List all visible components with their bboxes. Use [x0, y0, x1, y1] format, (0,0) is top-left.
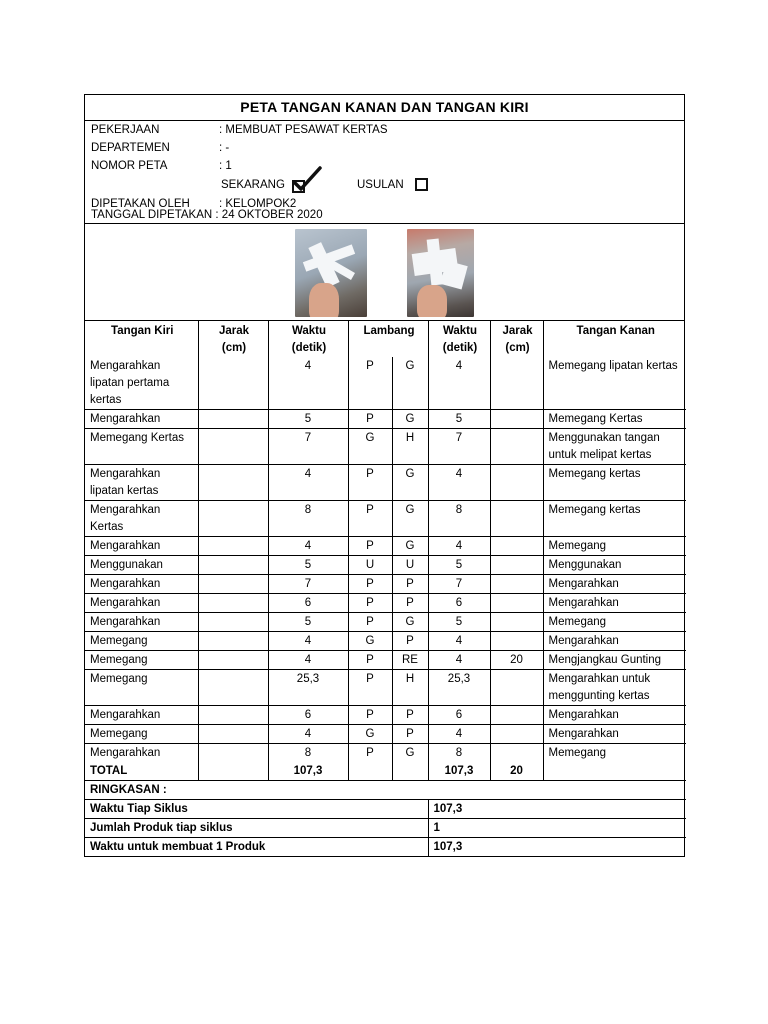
right-hand-cell: Mengarahkan [543, 632, 686, 651]
waktu-kiri-cell: 6 [268, 706, 348, 725]
total-waktu-kiri: 107,3 [268, 762, 348, 781]
jarak-kanan-cell [490, 575, 543, 594]
waktu-kiri-cell: 8 [268, 744, 348, 763]
departemen-label: DEPARTEMEN [91, 142, 170, 154]
table-row [85, 632, 686, 651]
jarak-kiri-cell [198, 670, 268, 706]
lambang-kiri-cell: P [348, 594, 392, 613]
departemen-value: : - [219, 142, 230, 154]
waktu-kanan-cell: 4 [428, 632, 490, 651]
total-jarak-kanan: 20 [490, 762, 543, 781]
left-hand-cell: Memegang [85, 632, 198, 651]
table-row [85, 651, 686, 670]
usulan-checkbox[interactable] [415, 178, 428, 191]
right-hand-cell: Mengarahkan [543, 594, 686, 613]
jarak-kiri-cell [198, 556, 268, 575]
lambang-kanan-cell: G [392, 537, 428, 556]
right-hand-cell: Mengjangkau Gunting [543, 651, 686, 670]
paper-plane-photo-2 [407, 229, 474, 317]
pekerjaan-value: : MEMBUAT PESAWAT KERTAS [219, 124, 388, 136]
lambang-kanan-cell: G [392, 357, 428, 410]
pekerjaan-label: PEKERJAAN [91, 124, 160, 136]
jarak-kanan-cell [490, 465, 543, 501]
left-hand-cell: Mengarahkan [85, 744, 198, 763]
waktu-kiri-cell: 4 [268, 632, 348, 651]
lambang-kiri-cell: P [348, 357, 392, 410]
lambang-kiri-cell: P [348, 537, 392, 556]
waktu-kanan-cell: 4 [428, 725, 490, 744]
jarak-kanan-cell [490, 613, 543, 632]
waktu-kanan-cell: 4 [428, 651, 490, 670]
jarak-kiri-cell [198, 744, 268, 763]
nomor-row [91, 157, 232, 175]
jarak-kanan-cell [490, 670, 543, 706]
summary-item-value: 1 [428, 819, 686, 838]
waktu-kiri-cell: 6 [268, 594, 348, 613]
page-title: PETA TANGAN KANAN DAN TANGAN KIRI [85, 95, 684, 121]
tanggal-value: 24 OKTOBER 2020 [221, 209, 323, 221]
summary-row [85, 800, 686, 819]
lambang-kiri-cell: G [348, 429, 392, 465]
jarak-kiri-cell [198, 725, 268, 744]
jarak-kanan-cell [490, 501, 543, 537]
left-hand-cell: Mengarahkan [85, 613, 198, 632]
header-jarak-kanan: Jarak (cm) [490, 321, 543, 357]
lambang-kiri-cell: P [348, 575, 392, 594]
sekarang-checkbox[interactable] [292, 177, 310, 193]
table-row [85, 465, 686, 501]
jarak-kiri-cell [198, 410, 268, 429]
lambang-kanan-cell: P [392, 632, 428, 651]
jarak-kanan-cell [490, 429, 543, 465]
lambang-kiri-cell: P [348, 613, 392, 632]
waktu-kiri-cell: 4 [268, 725, 348, 744]
jarak-kiri-cell [198, 613, 268, 632]
table-row [85, 501, 686, 537]
jarak-kiri-cell [198, 429, 268, 465]
nomor-label: NOMOR PETA [91, 160, 168, 172]
left-hand-cell: Memegang Kertas [85, 429, 198, 465]
waktu-kanan-cell: 5 [428, 410, 490, 429]
sekarang-label: SEKARANG [221, 179, 285, 191]
waktu-kiri-cell: 4 [268, 537, 348, 556]
jarak-kiri-cell [198, 594, 268, 613]
right-hand-cell: Menggunakan tangan untuk melipat kertas [543, 429, 686, 465]
table-row [85, 410, 686, 429]
jarak-kanan-cell: 20 [490, 651, 543, 670]
waktu-kiri-cell: 7 [268, 429, 348, 465]
waktu-kanan-cell: 6 [428, 594, 490, 613]
waktu-kanan-cell: 4 [428, 465, 490, 501]
table-row [85, 670, 686, 706]
tanggal-label: TANGGAL DIPETAKAN : [91, 209, 219, 221]
table-row [85, 429, 686, 465]
total-label: TOTAL [85, 762, 198, 781]
right-hand-cell: Mengarahkan [543, 575, 686, 594]
table-row [85, 357, 686, 410]
lambang-kanan-cell: U [392, 556, 428, 575]
motion-table [85, 321, 686, 856]
lambang-kanan-cell: G [392, 410, 428, 429]
waktu-kiri-cell: 5 [268, 556, 348, 575]
jarak-kanan-cell [490, 410, 543, 429]
jarak-kanan-cell [490, 632, 543, 651]
summary-item-value: 107,3 [428, 800, 686, 819]
waktu-kiri-cell: 4 [268, 651, 348, 670]
lambang-kiri-cell: P [348, 706, 392, 725]
table-header [85, 321, 686, 357]
right-hand-cell: Memegang lipatan kertas [543, 357, 686, 410]
jarak-kiri-cell [198, 501, 268, 537]
lambang-kiri-cell: P [348, 465, 392, 501]
waktu-kiri-cell: 5 [268, 613, 348, 632]
checkmark-icon [292, 166, 322, 192]
lambang-kiri-cell: G [348, 725, 392, 744]
right-hand-cell: Memegang [543, 613, 686, 632]
right-hand-cell: Memegang [548, 747, 607, 759]
lambang-kanan-cell: G [392, 744, 428, 763]
left-hand-cell: Menggunakan [85, 556, 198, 575]
left-hand-cell: Mengarahkan [85, 410, 198, 429]
left-hand-cell: Mengarahkan lipatan pertama kertas [85, 357, 198, 410]
waktu-kanan-cell: 8 [428, 744, 490, 763]
jarak-kanan-cell [490, 706, 543, 725]
right-hand-cell: Memegang kertas [543, 465, 686, 501]
lambang-kanan-cell: H [392, 670, 428, 706]
left-hand-cell: Mengarahkan lipatan kertas [85, 465, 198, 501]
total-waktu-kanan: 107,3 [428, 762, 490, 781]
tanggal-line [91, 206, 323, 224]
header-tangan-kanan: Tangan Kanan [576, 325, 655, 337]
lambang-kanan-cell: P [392, 575, 428, 594]
lambang-kiri-cell: G [348, 632, 392, 651]
pekerjaan-row [91, 121, 388, 139]
status-row [221, 176, 404, 196]
right-hand-cell: Menggunakan [543, 556, 686, 575]
jarak-kanan-cell [490, 594, 543, 613]
lambang-kiri-cell: U [348, 556, 392, 575]
jarak-kiri-cell [198, 706, 268, 725]
jarak-kanan-cell [490, 744, 543, 763]
waktu-kiri-cell: 7 [268, 575, 348, 594]
waktu-kanan-cell: 4 [428, 357, 490, 410]
summary-item-label: Waktu Tiap Siklus [85, 800, 428, 819]
waktu-kiri-cell: 4 [268, 357, 348, 410]
jarak-kanan-cell [490, 725, 543, 744]
summary-row [85, 819, 686, 838]
left-hand-cell: Memegang [85, 725, 198, 744]
waktu-kanan-cell: 8 [428, 501, 490, 537]
header-waktu-kiri: Waktu (detik) [268, 321, 348, 357]
jarak-kanan-cell [490, 556, 543, 575]
lambang-kanan-cell: RE [392, 651, 428, 670]
lambang-kanan-cell: P [392, 706, 428, 725]
summary-label-row [85, 781, 686, 800]
header-lambang: Lambang [348, 321, 428, 357]
header-jarak-kiri: Jarak (cm) [198, 321, 268, 357]
lambang-kanan-cell: H [392, 429, 428, 465]
left-hand-cell: Memegang [85, 670, 198, 706]
lambang-kanan-cell: G [392, 465, 428, 501]
waktu-kanan-cell: 4 [428, 537, 490, 556]
table-row [85, 556, 686, 575]
lambang-kanan-cell: P [392, 594, 428, 613]
summary-label: RINGKASAN : [85, 781, 686, 800]
left-hand-cell: Mengarahkan [85, 575, 198, 594]
lambang-kiri-cell: P [348, 670, 392, 706]
table-row [85, 613, 686, 632]
table-row [85, 537, 686, 556]
waktu-kiri-cell: 4 [268, 465, 348, 501]
jarak-kiri-cell [198, 537, 268, 556]
lambang-kiri-cell: P [348, 651, 392, 670]
summary-item-label: Waktu untuk membuat 1 Produk [85, 838, 428, 857]
jarak-kiri-cell [198, 357, 268, 410]
usulan-label: USULAN [357, 179, 404, 191]
jarak-kiri-cell [198, 465, 268, 501]
lambang-kiri-cell: P [348, 410, 392, 429]
lambang-kiri-cell: P [348, 744, 392, 763]
lambang-kanan-cell: G [392, 613, 428, 632]
table-row [85, 744, 686, 763]
lambang-kanan-cell: G [392, 501, 428, 537]
jarak-kanan-cell [490, 537, 543, 556]
right-hand-cell: Memegang [543, 537, 686, 556]
table-row [85, 706, 686, 725]
dipetakan-value: : KELOMPOK2 [219, 198, 297, 210]
left-hand-cell: Mengarahkan [85, 537, 198, 556]
table-row [85, 725, 686, 744]
left-hand-cell: Mengarahkan [85, 594, 198, 613]
right-hand-cell: Memegang kertas [543, 501, 686, 537]
lambang-kanan-cell: P [392, 725, 428, 744]
chart-sheet [84, 94, 685, 857]
lambang-kiri-cell: P [348, 501, 392, 537]
waktu-kanan-cell: 5 [428, 556, 490, 575]
waktu-kanan-cell: 7 [428, 429, 490, 465]
jarak-kiri-cell [198, 632, 268, 651]
paper-plane-photo-1 [295, 229, 367, 317]
nomor-value: : 1 [219, 160, 232, 172]
header-waktu-kanan: Waktu (detik) [428, 321, 490, 357]
summary-row [85, 838, 686, 857]
right-hand-cell: Mengarahkan [543, 706, 686, 725]
right-hand-cell: Memegang Kertas [543, 410, 686, 429]
right-hand-cell: Mengarahkan [543, 725, 686, 744]
right-hand-cell: Mengarahkan untuk menggunting kertas [543, 670, 686, 706]
header-tangan-kiri: Tangan Kiri [85, 321, 198, 357]
summary-item-value: 107,3 [433, 841, 463, 853]
waktu-kanan-cell: 6 [428, 706, 490, 725]
waktu-kanan-cell: 5 [428, 613, 490, 632]
waktu-kanan-cell: 25,3 [428, 670, 490, 706]
departemen-row [91, 139, 230, 157]
summary-item-label: Jumlah Produk tiap siklus [85, 819, 428, 838]
total-row [85, 762, 686, 781]
jarak-kanan-cell [490, 357, 543, 410]
left-hand-cell: Memegang [85, 651, 198, 670]
jarak-kiri-cell [198, 575, 268, 594]
dipetakan-label: DIPETAKAN OLEH [91, 198, 190, 210]
waktu-kiri-cell: 25,3 [268, 670, 348, 706]
jarak-kiri-cell [198, 651, 268, 670]
photo-section [85, 224, 684, 321]
waktu-kiri-cell: 5 [268, 410, 348, 429]
left-hand-cell: Mengarahkan [85, 706, 198, 725]
waktu-kanan-cell: 7 [428, 575, 490, 594]
table-row [85, 594, 686, 613]
waktu-kiri-cell: 8 [268, 501, 348, 537]
table-row [85, 575, 686, 594]
left-hand-cell: Mengarahkan Kertas [85, 501, 198, 537]
